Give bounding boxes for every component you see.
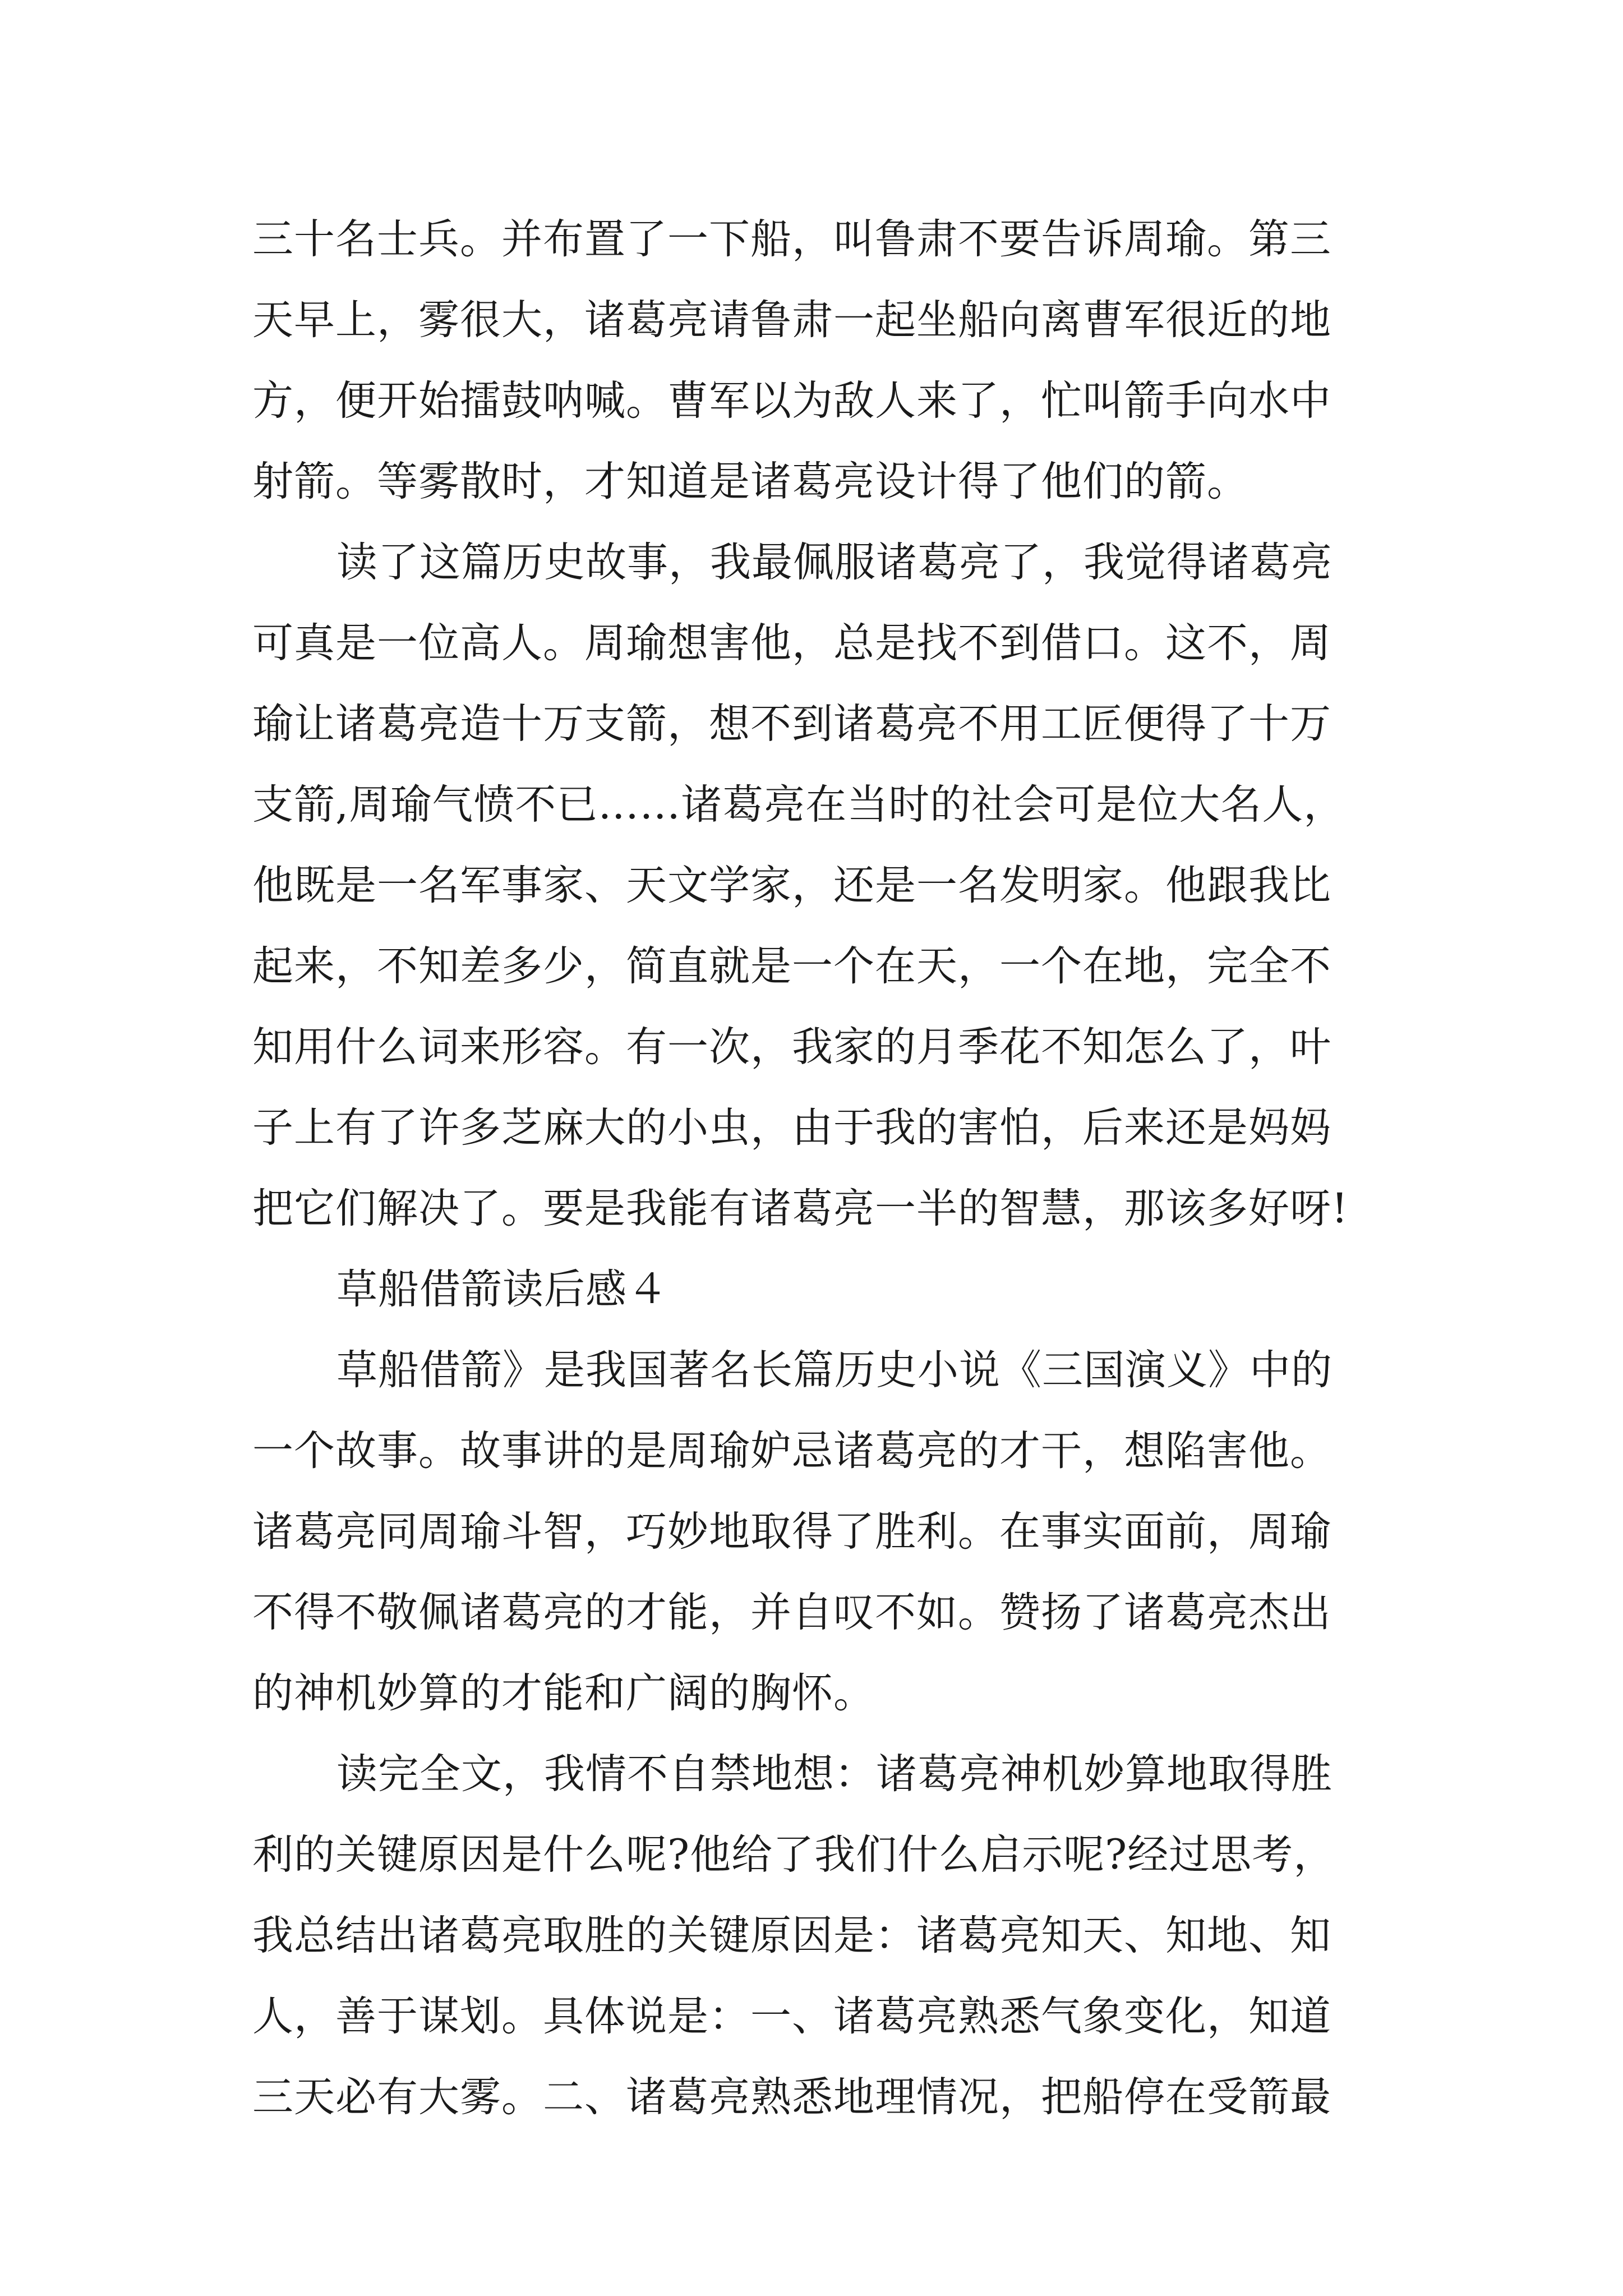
text-line-21: 利的关键原因是什么呢?他给了我们什么启示呢?经过思考，	[252, 1831, 1335, 1879]
text-line-13: 把它们解决了。要是我能有诸葛亮一半的智慧，那该多好呀!	[252, 1185, 1349, 1232]
text-line-19: 的神机妙算的才能和广阔的胸怀。	[252, 1669, 875, 1717]
text-line-3: 方，便开始擂鼓呐喊。曹军以为敌人来了，忙叫箭手向水中	[252, 377, 1331, 425]
text-line-22: 我总结出诸葛亮取胜的关键原因是：诸葛亮知天、知地、知	[252, 1912, 1331, 1959]
text-line-6: 可真是一位高人。周瑜想害他，总是找不到借口。这不，周	[252, 619, 1331, 667]
text-line-18: 不得不敬佩诸葛亮的才能，并自叹不如。赞扬了诸葛亮杰出	[252, 1589, 1331, 1636]
section-heading: 草船借箭读后感４	[336, 1266, 668, 1313]
text-line-10: 起来，不知差多少，简直就是一个在天，一个在地，完全不	[252, 942, 1331, 990]
text-line-16: 一个故事。故事讲的是周瑜妒忌诸葛亮的才干，想陷害他。	[252, 1427, 1331, 1475]
text-line-5: 读了这篇历史故事，我最佩服诸葛亮了，我觉得诸葛亮	[336, 539, 1332, 586]
text-line-12: 子上有了许多芝麻大的小虫，由于我的害怕，后来还是妈妈	[252, 1104, 1331, 1152]
text-line-24: 三天必有大雾。二、诸葛亮熟悉地理情况，把船停在受箭最	[252, 2073, 1331, 2121]
text-line-23: 人，善于谋划。具体说是：一、诸葛亮熟悉气象变化，知道	[252, 1993, 1331, 2040]
text-line-7: 瑜让诸葛亮造十万支箭，想不到诸葛亮不用工匠便得了十万	[252, 700, 1331, 748]
text-line-15: 草船借箭》是我国著名长篇历史小说《三国演义》中的	[336, 1346, 1332, 1394]
text-line-9: 他既是一名军事家、天文学家，还是一名发明家。他跟我比	[252, 862, 1331, 909]
text-line-20: 读完全文，我情不自禁地想：诸葛亮神机妙算地取得胜	[336, 1750, 1332, 1798]
text-line-11: 知用什么词来形容。有一次，我家的月季花不知怎么了，叶	[252, 1023, 1331, 1071]
text-line-2: 天早上，雾很大，诸葛亮请鲁肃一起坐船向离曹军很近的地	[252, 296, 1331, 344]
text-line-1: 三十名士兵。并布置了一下船，叫鲁肃不要告诉周瑜。第三	[252, 215, 1331, 263]
text-line-4: 射箭。等雾散时，才知道是诸葛亮设计得了他们的箭。	[252, 458, 1248, 505]
text-line-8: 支箭,周瑜气愤不已……诸葛亮在当时的社会可是位大名人，	[252, 781, 1345, 829]
body-text	[252, 199, 1396, 2138]
text-line-17: 诸葛亮同周瑜斗智，巧妙地取得了胜利。在事实面前，周瑜	[252, 1508, 1331, 1556]
